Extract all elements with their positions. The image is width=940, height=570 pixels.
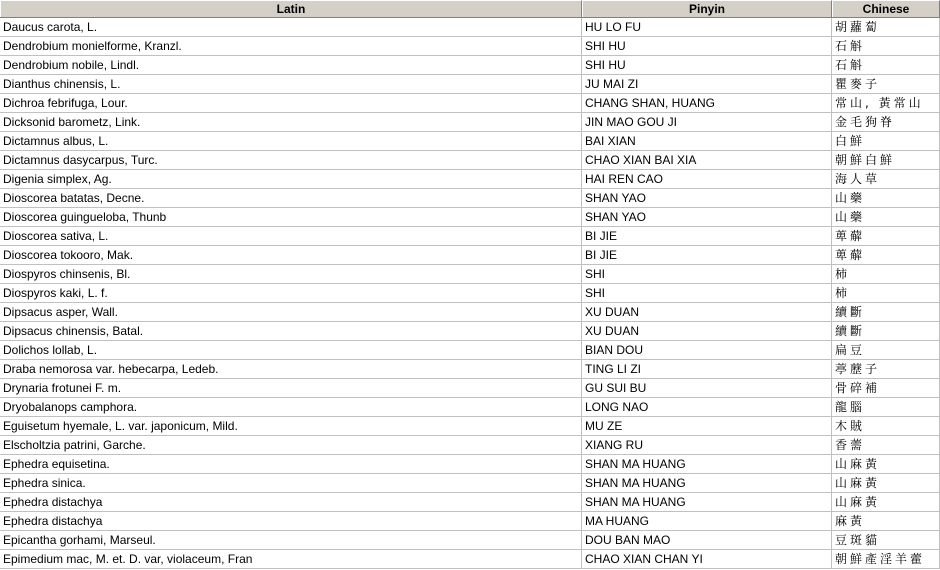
cell-latin[interactable]: Dianthus chinensis, L.	[0, 75, 582, 93]
cell-latin[interactable]: Dictamnus albus, L.	[0, 132, 582, 150]
cell-latin[interactable]: Dioscorea guingueloba, Thunb	[0, 208, 582, 226]
cell-chinese[interactable]: 骨碎補	[832, 379, 940, 397]
cell-pinyin[interactable]: SHAN YAO	[582, 208, 832, 226]
cell-pinyin[interactable]: XU DUAN	[582, 303, 832, 321]
cell-chinese[interactable]: 山麻黃	[832, 493, 940, 511]
cell-chinese[interactable]: 葶藶子	[832, 360, 940, 378]
table-row[interactable]	[0, 379, 940, 398]
cell-chinese[interactable]: 胡蘿蔔	[832, 18, 940, 36]
table-row[interactable]	[0, 151, 940, 170]
cell-latin[interactable]: Dipsacus asper, Wall.	[0, 303, 582, 321]
cell-pinyin[interactable]: BI JIE	[582, 227, 832, 245]
cell-pinyin[interactable]: SHI HU	[582, 37, 832, 55]
cell-latin[interactable]: Diospyros kaki, L. f.	[0, 284, 582, 302]
cell-pinyin[interactable]: SHAN MA HUANG	[582, 474, 832, 492]
cell-latin[interactable]: Draba nemorosa var. hebecarpa, Ledeb.	[0, 360, 582, 378]
cell-latin[interactable]: Daucus carota, L.	[0, 18, 582, 36]
cell-latin[interactable]: Ephedra distachya	[0, 493, 582, 511]
cell-pinyin[interactable]: SHI	[582, 265, 832, 283]
cell-chinese[interactable]: 瞿麥子	[832, 75, 940, 93]
cell-pinyin[interactable]: SHI	[582, 284, 832, 302]
cell-chinese[interactable]: 常山, 黃常山	[832, 94, 940, 112]
cell-pinyin[interactable]: BAI XIAN	[582, 132, 832, 150]
cell-latin[interactable]: Eguisetum hyemale, L. var. japonicum, Mild.	[0, 417, 582, 435]
cell-chinese[interactable]: 龍腦	[832, 398, 940, 416]
cell-latin[interactable]: Dendrobium monielforme, Kranzl.	[0, 37, 582, 55]
cell-chinese[interactable]: 石斛	[832, 37, 940, 55]
cell-chinese[interactable]: 石斛	[832, 56, 940, 74]
cell-pinyin[interactable]: XIANG RU	[582, 436, 832, 454]
cell-chinese[interactable]: 金毛狗脊	[832, 113, 940, 131]
cell-pinyin[interactable]: SHAN MA HUANG	[582, 493, 832, 511]
table-row[interactable]	[0, 132, 940, 151]
cell-chinese[interactable]: 豆斑貓	[832, 531, 940, 549]
table-row[interactable]	[0, 436, 940, 455]
cell-pinyin[interactable]: JIN MAO GOU JI	[582, 113, 832, 131]
table-row[interactable]	[0, 303, 940, 322]
table-row[interactable]	[0, 246, 940, 265]
table-row[interactable]	[0, 550, 940, 569]
table-row[interactable]	[0, 18, 940, 37]
table-row[interactable]	[0, 284, 940, 303]
cell-pinyin[interactable]: GU SUI BU	[582, 379, 832, 397]
cell-latin[interactable]: Dendrobium nobile, Lindl.	[0, 56, 582, 74]
cell-latin[interactable]: Digenia simplex, Ag.	[0, 170, 582, 188]
cell-pinyin[interactable]: DOU BAN MAO	[582, 531, 832, 549]
cell-chinese[interactable]: 扁豆	[832, 341, 940, 359]
table-row[interactable]	[0, 170, 940, 189]
cell-chinese[interactable]: 續斷	[832, 322, 940, 340]
cell-chinese[interactable]: 朝鮮白鮮	[832, 151, 940, 169]
cell-latin[interactable]: Dioscorea tokooro, Mak.	[0, 246, 582, 264]
cell-pinyin[interactable]: HU LO FU	[582, 18, 832, 36]
table-row[interactable]	[0, 227, 940, 246]
cell-latin[interactable]: Elscholtzia patrini, Garche.	[0, 436, 582, 454]
cell-pinyin[interactable]: MU ZE	[582, 417, 832, 435]
cell-pinyin[interactable]: HAI REN CAO	[582, 170, 832, 188]
table-row[interactable]	[0, 75, 940, 94]
cell-pinyin[interactable]: MA HUANG	[582, 512, 832, 530]
cell-chinese[interactable]: 柿	[832, 284, 940, 302]
table-row[interactable]	[0, 189, 940, 208]
cell-pinyin[interactable]: SHAN MA HUANG	[582, 455, 832, 473]
cell-chinese[interactable]: 萆薢	[832, 246, 940, 264]
cell-chinese[interactable]: 山麻黃	[832, 474, 940, 492]
cell-pinyin[interactable]: XU DUAN	[582, 322, 832, 340]
table-row[interactable]	[0, 265, 940, 284]
cell-chinese[interactable]: 木賊	[832, 417, 940, 435]
cell-chinese[interactable]: 山藥	[832, 189, 940, 207]
cell-chinese[interactable]: 山麻黃	[832, 455, 940, 473]
cell-latin[interactable]: Ephedra equisetina.	[0, 455, 582, 473]
table-row[interactable]	[0, 56, 940, 75]
cell-chinese[interactable]: 白鮮	[832, 132, 940, 150]
cell-latin[interactable]: Epicantha gorhami, Marseul.	[0, 531, 582, 549]
cell-chinese[interactable]: 山藥	[832, 208, 940, 226]
cell-pinyin[interactable]: SHAN YAO	[582, 189, 832, 207]
table-row[interactable]	[0, 113, 940, 132]
cell-pinyin[interactable]: SHI HU	[582, 56, 832, 74]
column-header-chinese[interactable]: Chinese	[832, 0, 940, 17]
cell-pinyin[interactable]: BIAN DOU	[582, 341, 832, 359]
cell-chinese[interactable]: 麻黃	[832, 512, 940, 530]
table-row[interactable]	[0, 94, 940, 113]
cell-chinese[interactable]: 香薷	[832, 436, 940, 454]
table-row[interactable]	[0, 531, 940, 550]
column-header-row	[0, 0, 940, 18]
cell-latin[interactable]: Ephedra sinica.	[0, 474, 582, 492]
cell-latin[interactable]: Dioscorea sativa, L.	[0, 227, 582, 245]
cell-latin[interactable]: Dipsacus chinensis, Batal.	[0, 322, 582, 340]
cell-latin[interactable]: Drynaria frotunei F. m.	[0, 379, 582, 397]
cell-latin[interactable]: Dicksonid barometz, Link.	[0, 113, 582, 131]
table-row[interactable]	[0, 322, 940, 341]
cell-pinyin[interactable]: LONG NAO	[582, 398, 832, 416]
table-row[interactable]	[0, 37, 940, 56]
table-row[interactable]	[0, 208, 940, 227]
cell-pinyin[interactable]: CHANG SHAN, HUANG	[582, 94, 832, 112]
table-row[interactable]	[0, 474, 940, 493]
cell-latin[interactable]: Dioscorea batatas, Decne.	[0, 189, 582, 207]
cell-latin[interactable]: Epimedium mac, M. et. D. var, violaceum, Fran	[0, 550, 582, 568]
cell-latin[interactable]: Ephedra distachya	[0, 512, 582, 530]
column-header-pinyin[interactable]: Pinyin	[582, 0, 832, 17]
cell-latin[interactable]: Dichroa febrifuga, Lour.	[0, 94, 582, 112]
table-row[interactable]	[0, 493, 940, 512]
cell-pinyin[interactable]: CHAO XIAN BAI XIA	[582, 151, 832, 169]
cell-latin[interactable]: Dryobalanops camphora.	[0, 398, 582, 416]
cell-latin[interactable]: Dictamnus dasycarpus, Turc.	[0, 151, 582, 169]
cell-pinyin[interactable]: CHAO XIAN CHAN YI	[582, 550, 832, 568]
cell-chinese[interactable]: 柿	[832, 265, 940, 283]
cell-pinyin[interactable]: BI JIE	[582, 246, 832, 264]
cell-chinese[interactable]: 續斷	[832, 303, 940, 321]
table-row[interactable]	[0, 360, 940, 379]
cell-pinyin[interactable]: TING LI ZI	[582, 360, 832, 378]
column-header-latin[interactable]: Latin	[0, 0, 582, 17]
cell-chinese[interactable]: 海人草	[832, 170, 940, 188]
table-row[interactable]	[0, 512, 940, 531]
table-body	[0, 18, 940, 569]
table-row[interactable]	[0, 417, 940, 436]
cell-chinese[interactable]: 朝鮮產淫羊藿	[832, 550, 940, 568]
table-row[interactable]	[0, 398, 940, 417]
cell-latin[interactable]: Diospyros chinsenis, Bl.	[0, 265, 582, 283]
cell-latin[interactable]: Dolichos lollab, L.	[0, 341, 582, 359]
cell-chinese[interactable]: 萆薢	[832, 227, 940, 245]
cell-pinyin[interactable]: JU MAI ZI	[582, 75, 832, 93]
table-row[interactable]	[0, 455, 940, 474]
table-row[interactable]	[0, 341, 940, 360]
